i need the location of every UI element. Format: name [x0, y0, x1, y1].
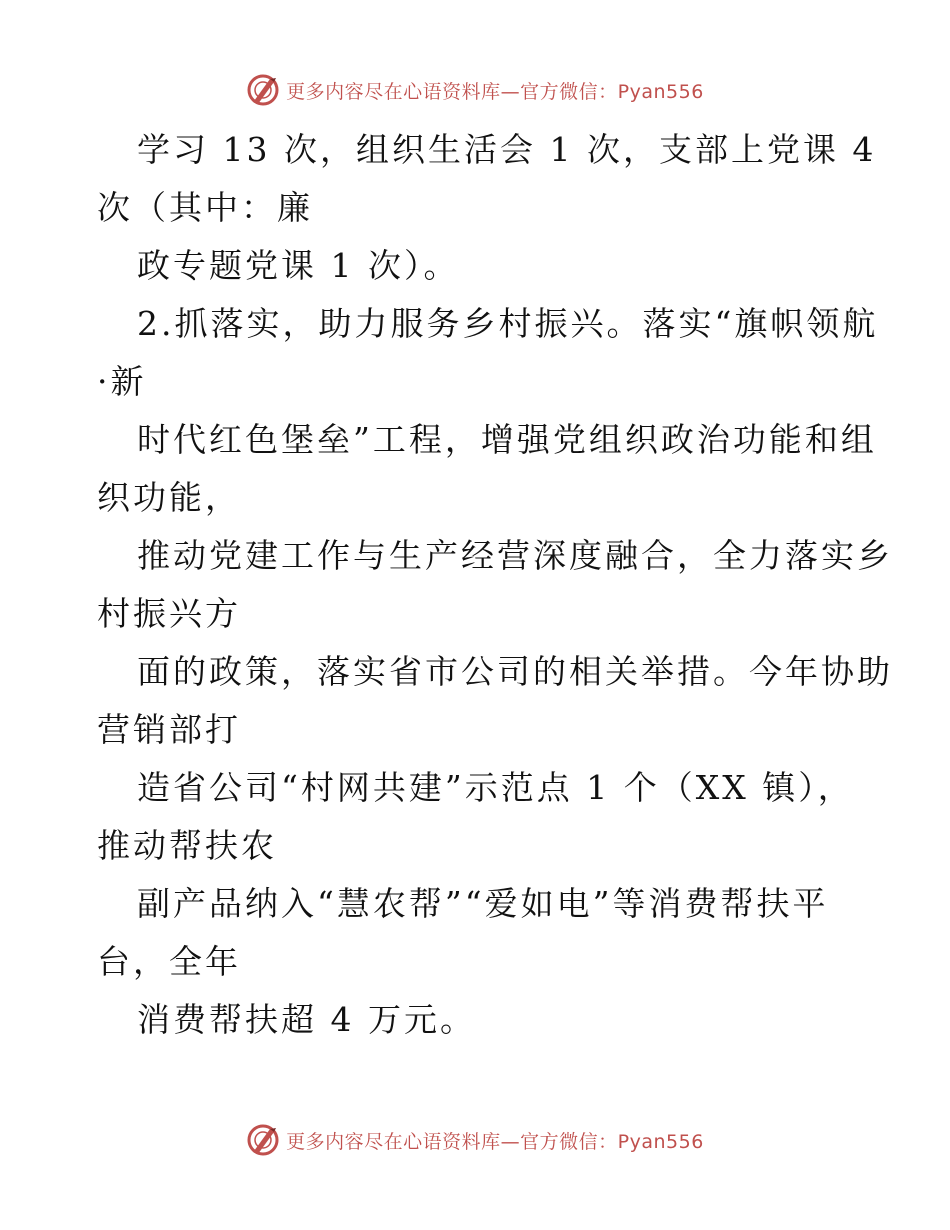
header-banner-text: 更多内容尽在心语资料库—官方微信：Pyan556 — [286, 80, 704, 103]
pen-logo-icon — [246, 1123, 280, 1157]
body-line: 营销部打 — [97, 710, 241, 749]
body-line: 推动党建工作与生产经营深度融合，全力落实乡 — [137, 536, 893, 575]
body-line: 织功能， — [97, 478, 241, 517]
footer-banner — [0, 1120, 950, 1160]
body-line: 次（其中：廉 — [97, 188, 313, 227]
footer-banner-text: 更多内容尽在心语资料库—官方微信：Pyan556 — [286, 1130, 704, 1153]
body-line: 村振兴方 — [97, 594, 241, 633]
body-line: 消费帮扶超 4 万元。 — [137, 1000, 476, 1039]
header-banner — [0, 70, 950, 110]
body-line: 台，全年 — [97, 942, 241, 981]
body-line: 学习 13 次，组织生活会 1 次，支部上党课 4 — [137, 130, 877, 169]
body-line: 造省公司“村网共建”示范点 1 个（XX 镇）， — [137, 768, 854, 807]
body-line: 2.抓落实，助力服务乡村振兴。落实“旗帜领航 — [137, 304, 879, 343]
body-line: 时代红色堡垒”工程，增强党组织政治功能和组 — [137, 420, 877, 459]
body-line: ·新 — [97, 362, 147, 401]
body-line: 政专题党课 1 次）。 — [137, 246, 460, 285]
body-line: 推动帮扶农 — [97, 826, 277, 865]
body-line: 面的政策，落实省市公司的相关举措。今年协助 — [137, 652, 893, 691]
pen-logo-icon — [246, 73, 280, 107]
body-line: 副产品纳入“慧农帮”“爱如电”等消费帮扶平 — [137, 884, 829, 923]
